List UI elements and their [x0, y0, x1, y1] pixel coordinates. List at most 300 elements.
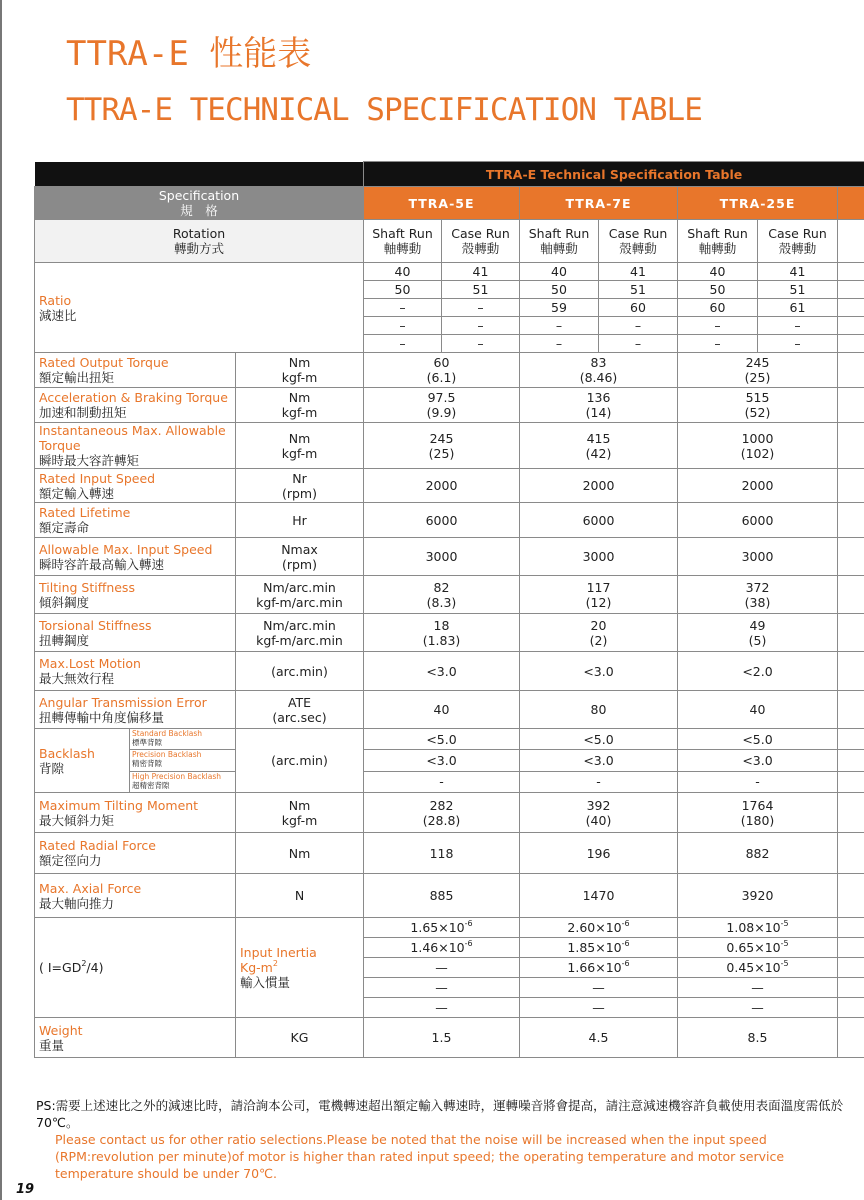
ratio-value: –: [678, 317, 758, 335]
inertia-mantissa: 1.46×10: [410, 940, 465, 955]
case-run-en: Case Run: [608, 226, 668, 241]
ratio-value: –: [520, 335, 599, 353]
extra-col: [838, 652, 864, 691]
case-run-zh: 殼轉動: [778, 241, 817, 256]
extra-col: [838, 998, 864, 1018]
spec-label: [35, 538, 236, 576]
inertia-mantissa: 1.65×10: [410, 920, 465, 935]
spec-value-main: 2000: [741, 478, 774, 493]
spec-value: [364, 469, 520, 503]
unit-line-2: kgf-m: [281, 812, 318, 828]
spec-value-main: 40: [749, 702, 766, 717]
spec-value-main: <3.0: [426, 663, 457, 679]
spec-unit: [236, 576, 364, 614]
weight-value: 1.5: [364, 1018, 520, 1058]
table-row: [35, 793, 864, 833]
inertia-value: [520, 998, 678, 1018]
spec-value-main: 245: [745, 355, 770, 370]
spec-value-main: 6000: [425, 512, 458, 528]
spec-unit: [236, 874, 364, 918]
spec-value: [520, 503, 678, 538]
spec-label-zh: 加速和制動扭矩: [39, 405, 127, 420]
spec-label-en: Allowable Max. Input Speed: [39, 541, 213, 557]
unit-line-1: (arc.min): [271, 663, 328, 679]
backlash-sub-en: Standard Backlash: [132, 729, 203, 738]
spec-value-main: 49: [749, 617, 766, 633]
spec-value-main: 3000: [741, 549, 774, 564]
rotation-label: [35, 220, 364, 263]
spec-value-main: 3920: [741, 888, 774, 903]
extra-col: [838, 220, 864, 263]
spec-label: [35, 423, 236, 469]
spec-value: [678, 353, 838, 388]
extra-col: [838, 469, 864, 503]
spec-value-main: 372: [745, 579, 770, 595]
spec-unit: [236, 538, 364, 576]
inertia-exponent: -6: [621, 919, 630, 928]
inertia-value: [678, 998, 838, 1018]
ratio-value: 61: [758, 299, 838, 317]
spec-label: [35, 614, 236, 652]
backlash-value: <5.0: [520, 729, 678, 750]
spec-unit: [236, 469, 364, 503]
shaft-run-en: Shaft Run: [372, 226, 433, 241]
unit-line-2: (rpm): [281, 556, 317, 572]
footnote-english: Please contact us for other ratio selections.Please be noted that the noise will be increased when the input speed (RPM:revolution per minute)of motor is higher than rated input speed; the operating temperature and motor service temperature should be under 70℃.: [55, 1132, 785, 1181]
spec-value: [520, 691, 678, 729]
spec-label-en: Rated Lifetime: [39, 505, 131, 520]
spec-label: [35, 503, 236, 538]
backlash-value: <5.0: [678, 729, 838, 750]
spec-unit: [236, 652, 364, 691]
unit-line-2: kgf-m: [281, 405, 318, 420]
unit-line-1: N: [294, 888, 305, 903]
shaft-run-en: Shaft Run: [687, 226, 748, 241]
ratio-value: –: [758, 317, 838, 335]
spec-label-zh: 瞬時最大容許轉矩: [39, 453, 140, 468]
spec-value-main: 885: [429, 888, 454, 903]
spec-value-main: 3000: [582, 549, 615, 564]
unit-line-1: Nm: [288, 797, 311, 813]
inertia-value: [520, 938, 678, 958]
spec-value: [364, 538, 520, 576]
extra-col: [838, 614, 864, 652]
ratio-value: 41: [758, 263, 838, 281]
spec-unit: [236, 503, 364, 538]
case-run-zh: 殼轉動: [619, 241, 657, 256]
footnote-chinese: PS:需要上述速比之外的減速比時，請洽詢本公司，電機轉速超出額定輸入轉速時，運轉噪音將會提高，請注意減速機容許負載使用表面溫度需低於70℃。: [36, 1098, 844, 1130]
spec-value-sub: (6.1): [426, 370, 457, 385]
spec-value-main: 245: [429, 430, 454, 446]
spec-value: [678, 614, 838, 652]
weight-label-zh: 重量: [39, 1037, 65, 1053]
shaft-run-zh: 軸轉動: [540, 241, 578, 256]
model-header: TTRA-7E: [520, 187, 678, 220]
spec-label-en: Rated Output Torque: [39, 355, 169, 370]
table-row: [35, 833, 864, 874]
spec-unit: [236, 793, 364, 833]
spec-value: [678, 503, 838, 538]
backlash-value: <5.0: [364, 729, 520, 750]
spec-value: [364, 874, 520, 918]
spec-value-main: 136: [586, 390, 611, 405]
case-run-zh: 殼轉動: [461, 241, 500, 256]
spec-value-main: 6000: [741, 512, 774, 528]
backlash-value: -: [364, 771, 520, 792]
extra-col: [838, 874, 864, 918]
spec-value-sub: (38): [744, 594, 771, 610]
backlash-label: [35, 729, 236, 793]
spec-label-zh: 瞬時容許最高輸入轉速: [39, 556, 165, 572]
spec-value-sub: (9.9): [426, 405, 457, 420]
inertia-mantissa: —: [435, 960, 448, 975]
shaft-run-header: [520, 220, 599, 263]
spec-label-zh: 傾斜鋼度: [39, 594, 90, 610]
page-number: 19: [16, 1182, 35, 1197]
spec-value-main: 3000: [425, 549, 458, 564]
case-run-en: Case Run: [768, 226, 827, 241]
spec-value: [520, 423, 678, 469]
spec-label: [35, 576, 236, 614]
unit-line-1: Nm/arc.min: [263, 617, 336, 633]
backlash-sub-zh: 精密背隙: [132, 759, 162, 769]
ratio-value: 59: [520, 299, 599, 317]
spec-unit: [236, 691, 364, 729]
inertia-exponent: -6: [621, 959, 630, 968]
inertia-formula-post: /4): [86, 960, 104, 975]
spec-value-main: 60: [433, 355, 450, 370]
ratio-value: –: [599, 317, 678, 335]
unit-line-1: Nm: [288, 390, 311, 405]
inertia-value: [364, 978, 520, 998]
model-header: TTRA-25E: [678, 187, 838, 220]
spec-value-sub: (180): [740, 812, 775, 828]
spec-value-main: 117: [586, 579, 611, 595]
ratio-value: 40: [520, 263, 599, 281]
extra-col: [838, 281, 864, 299]
ratio-value: 60: [599, 299, 678, 317]
spec-value: [678, 423, 838, 469]
inertia-unit: Kg-m: [240, 960, 273, 975]
spec-label-en: Tilting Stiffness: [39, 579, 135, 595]
spec-header: [35, 187, 364, 220]
spec-label-zh: 最大軸向推力: [39, 895, 115, 911]
ratio-value: –: [599, 335, 678, 353]
ratio-value: –: [364, 317, 442, 335]
spec-value-main: 83: [590, 355, 607, 370]
inertia-exponent: -6: [464, 939, 473, 948]
spec-table: [34, 161, 864, 1058]
table-row: [35, 469, 864, 503]
spec-value: [678, 793, 838, 833]
spec-value-main: 82: [433, 579, 450, 595]
spec-label-zh: 扭轉傳輸中角度偏移量: [39, 709, 165, 725]
spec-label-en: Angular Transmission Error: [39, 694, 207, 710]
shaft-run-zh: 軸轉動: [383, 241, 422, 256]
spec-label-zh: 額定壽命: [39, 520, 90, 535]
unit-line-1: Nm: [288, 430, 311, 446]
extra-col: [838, 423, 864, 469]
weight-label: [35, 1018, 236, 1058]
spec-value: [520, 469, 678, 503]
spec-value-sub: (28.8): [422, 812, 461, 828]
ratio-value: 41: [442, 263, 520, 281]
spec-value: [364, 652, 520, 691]
spec-label: [35, 469, 236, 503]
inertia-mantissa: 1.85×10: [567, 940, 622, 955]
spec-value-main: 515: [745, 390, 770, 405]
spec-value: [520, 538, 678, 576]
spec-label-zh: 額定輸入轉速: [39, 485, 115, 501]
backlash-main-label: [39, 729, 129, 792]
inertia-label-zh: 輸入慣量: [240, 975, 291, 990]
backlash-unit: (arc.min): [236, 729, 364, 793]
spec-value: [364, 691, 520, 729]
backlash-sub-label: [130, 750, 235, 771]
unit-line-2: (arc.sec): [272, 709, 327, 725]
spec-value-main: 2000: [582, 478, 615, 493]
unit-line-2: kgf-m: [281, 445, 318, 461]
spec-value-main: 97.5: [427, 390, 456, 405]
ratio-value: –: [364, 335, 442, 353]
spec-label: [35, 793, 236, 833]
unit-line-1: Nm/arc.min: [263, 579, 336, 595]
spec-value: [678, 469, 838, 503]
spec-label-en: Maximum Tilting Moment: [39, 797, 199, 813]
spec-value-sub: (1.83): [422, 632, 461, 648]
table-row: [35, 263, 864, 281]
ratio-label: [35, 263, 364, 353]
spec-value-main: 6000: [582, 512, 615, 528]
ratio-label-en: Ratio: [39, 292, 72, 308]
extra-col: [838, 317, 864, 335]
case-run-header: [758, 220, 838, 263]
ratio-value: 41: [599, 263, 678, 281]
backlash-sub-labels: [129, 729, 235, 792]
inertia-exponent: -5: [780, 939, 789, 948]
extra-col: [838, 353, 864, 388]
case-run-en: Case Run: [451, 226, 510, 241]
ratio-value: 50: [364, 281, 442, 299]
spec-value-main: 1764: [741, 797, 774, 813]
spec-value-main: 1470: [582, 888, 615, 903]
spec-value: [678, 691, 838, 729]
inertia-exponent: -6: [464, 919, 473, 928]
model-header-extra: [838, 187, 864, 220]
table-caption: TTRA-E Technical Specification Table: [364, 162, 864, 187]
table-row: [35, 353, 864, 388]
spec-value-main: 1000: [741, 430, 774, 446]
ratio-value: 50: [520, 281, 599, 299]
spec-value-main: 118: [429, 845, 454, 861]
unit-line-1: Hr: [292, 512, 307, 528]
table-row: [35, 187, 864, 220]
table-row: [35, 388, 864, 423]
spec-label: [35, 874, 236, 918]
inertia-formula-sup: 2: [81, 959, 87, 968]
page-border: [0, 0, 2, 1200]
spec-value: [364, 576, 520, 614]
spec-value-sub: (14): [585, 405, 612, 420]
rotation-label-en: Rotation: [172, 226, 226, 241]
inertia-label: [236, 918, 364, 1018]
rotation-label-zh: 轉動方式: [173, 241, 224, 256]
inertia-unit-sup: 2: [272, 959, 278, 968]
unit-line-2: kgf-m/arc.min: [256, 594, 343, 610]
inertia-value: [364, 918, 520, 938]
extra-col: [838, 750, 864, 771]
spec-unit: [236, 388, 364, 423]
inertia-mantissa: —: [435, 1000, 448, 1015]
table-row: [35, 652, 864, 691]
unit-line-1: Nm: [288, 355, 311, 370]
ratio-value: 40: [364, 263, 442, 281]
spec-unit: [236, 833, 364, 874]
backlash-split: [39, 729, 235, 792]
spec-value-main: 882: [745, 845, 770, 861]
backlash-value: <3.0: [678, 750, 838, 771]
shaft-run-header: [364, 220, 442, 263]
spec-label-zh: 額定輸出扭矩: [39, 370, 115, 385]
table-row: [35, 538, 864, 576]
backlash-sub-en: Precision Backlash: [132, 750, 202, 760]
spec-value: [678, 388, 838, 423]
ratio-value: 50: [678, 281, 758, 299]
inertia-mantissa: —: [592, 980, 605, 995]
spec-label-en: Rated Radial Force: [39, 838, 156, 853]
case-run-header: [442, 220, 520, 263]
ratio-value: 51: [599, 281, 678, 299]
extra-col: [838, 918, 864, 938]
ratio-value: –: [442, 335, 520, 353]
weight-unit: KG: [236, 1018, 364, 1058]
extra-col: [838, 729, 864, 750]
ratio-value: –: [442, 317, 520, 335]
spec-label: [35, 833, 236, 874]
spec-label: [35, 652, 236, 691]
extra-col: [838, 771, 864, 792]
model-header: TTRA-5E: [364, 187, 520, 220]
spec-value: [520, 652, 678, 691]
extra-col: [838, 576, 864, 614]
spec-label-zh: 最大無效行程: [39, 671, 115, 686]
spec-value: [364, 614, 520, 652]
inertia-mantissa: —: [751, 1000, 764, 1015]
spec-value: [678, 652, 838, 691]
inertia-value: [678, 918, 838, 938]
backlash-sub-zh: 標準背隙: [132, 738, 162, 747]
spec-value: [520, 388, 678, 423]
extra-col: [838, 503, 864, 538]
extra-col: [838, 793, 864, 833]
table-row: [35, 423, 864, 469]
spec-value: [364, 388, 520, 423]
spec-value-sub: (102): [740, 445, 775, 461]
extra-col: [838, 691, 864, 729]
inertia-value: [520, 918, 678, 938]
backlash-value: -: [678, 771, 838, 792]
spec-value-main: 392: [586, 797, 611, 813]
table-row: [35, 162, 864, 187]
table-row: [35, 1018, 864, 1058]
inertia-value: [520, 958, 678, 978]
extra-col: [838, 958, 864, 978]
spec-value: [364, 833, 520, 874]
inertia-exponent: -5: [780, 919, 789, 928]
unit-line-1: Nm: [288, 845, 311, 861]
spec-value-sub: (5): [748, 632, 767, 648]
case-run-header: [599, 220, 678, 263]
table-row: [35, 220, 864, 263]
spec-value: [364, 503, 520, 538]
spec-header-zh: 規 格: [180, 203, 218, 218]
inertia-mantissa: —: [751, 980, 764, 995]
ratio-value: –: [364, 299, 442, 317]
backlash-sub-en: High Precision Backlash: [132, 771, 222, 781]
inertia-mantissa: —: [435, 980, 448, 995]
spec-label: [35, 353, 236, 388]
inertia-value: [678, 938, 838, 958]
spec-label-en: Rated Input Speed: [39, 470, 156, 486]
spec-label-en: Acceleration & Braking Torque: [39, 390, 228, 405]
inertia-value: [364, 938, 520, 958]
weight-value: 4.5: [520, 1018, 678, 1058]
backlash-value: -: [520, 771, 678, 792]
inertia-formula-pre: ( I=GD: [39, 960, 82, 975]
spec-value-main: <2.0: [742, 663, 773, 679]
table-row: [35, 503, 864, 538]
spec-value-sub: (25): [428, 445, 455, 461]
unit-line-2: kgf-m/arc.min: [256, 632, 343, 648]
spec-value-sub: (52): [744, 405, 771, 420]
extra-col: [838, 978, 864, 998]
spec-value: [364, 423, 520, 469]
spec-value-sub: (42): [585, 445, 612, 461]
shaft-run-en: Shaft Run: [528, 226, 590, 241]
inertia-mantissa: 0.65×10: [726, 940, 781, 955]
spec-value: [520, 793, 678, 833]
page-title-english: TTRA-E TECHNICAL SPECIFICATION TABLE: [66, 92, 702, 128]
spec-value-main: <3.0: [583, 663, 614, 679]
backlash-sub-label: [130, 729, 235, 750]
inertia-label-en: Input Inertia: [240, 945, 317, 960]
spec-label-en: Max.Lost Motion: [39, 656, 141, 671]
spec-value-sub: (40): [585, 812, 612, 828]
extra-col: [838, 833, 864, 874]
extra-col: [838, 1018, 864, 1058]
spec-value: [678, 576, 838, 614]
spec-value: [678, 538, 838, 576]
spec-label: [35, 691, 236, 729]
inertia-mantissa: 1.66×10: [567, 960, 622, 975]
spec-label-en: Max. Axial Force: [39, 880, 142, 896]
spec-value: [364, 793, 520, 833]
spec-value-main: 282: [429, 797, 454, 813]
weight-label-en: Weight: [39, 1022, 83, 1038]
spec-value-main: 415: [586, 430, 611, 446]
spec-value-sub: (25): [744, 370, 771, 385]
spec-value-main: 80: [590, 702, 607, 717]
spec-unit: [236, 423, 364, 469]
spec-value: [364, 353, 520, 388]
spec-value: [520, 353, 678, 388]
backlash-sub-zh: 超精密背隙: [132, 780, 170, 790]
backlash-sub-label: [130, 772, 235, 792]
ratio-value: –: [758, 335, 838, 353]
table-row: [35, 576, 864, 614]
inertia-value: [364, 998, 520, 1018]
ratio-value: –: [442, 299, 520, 317]
